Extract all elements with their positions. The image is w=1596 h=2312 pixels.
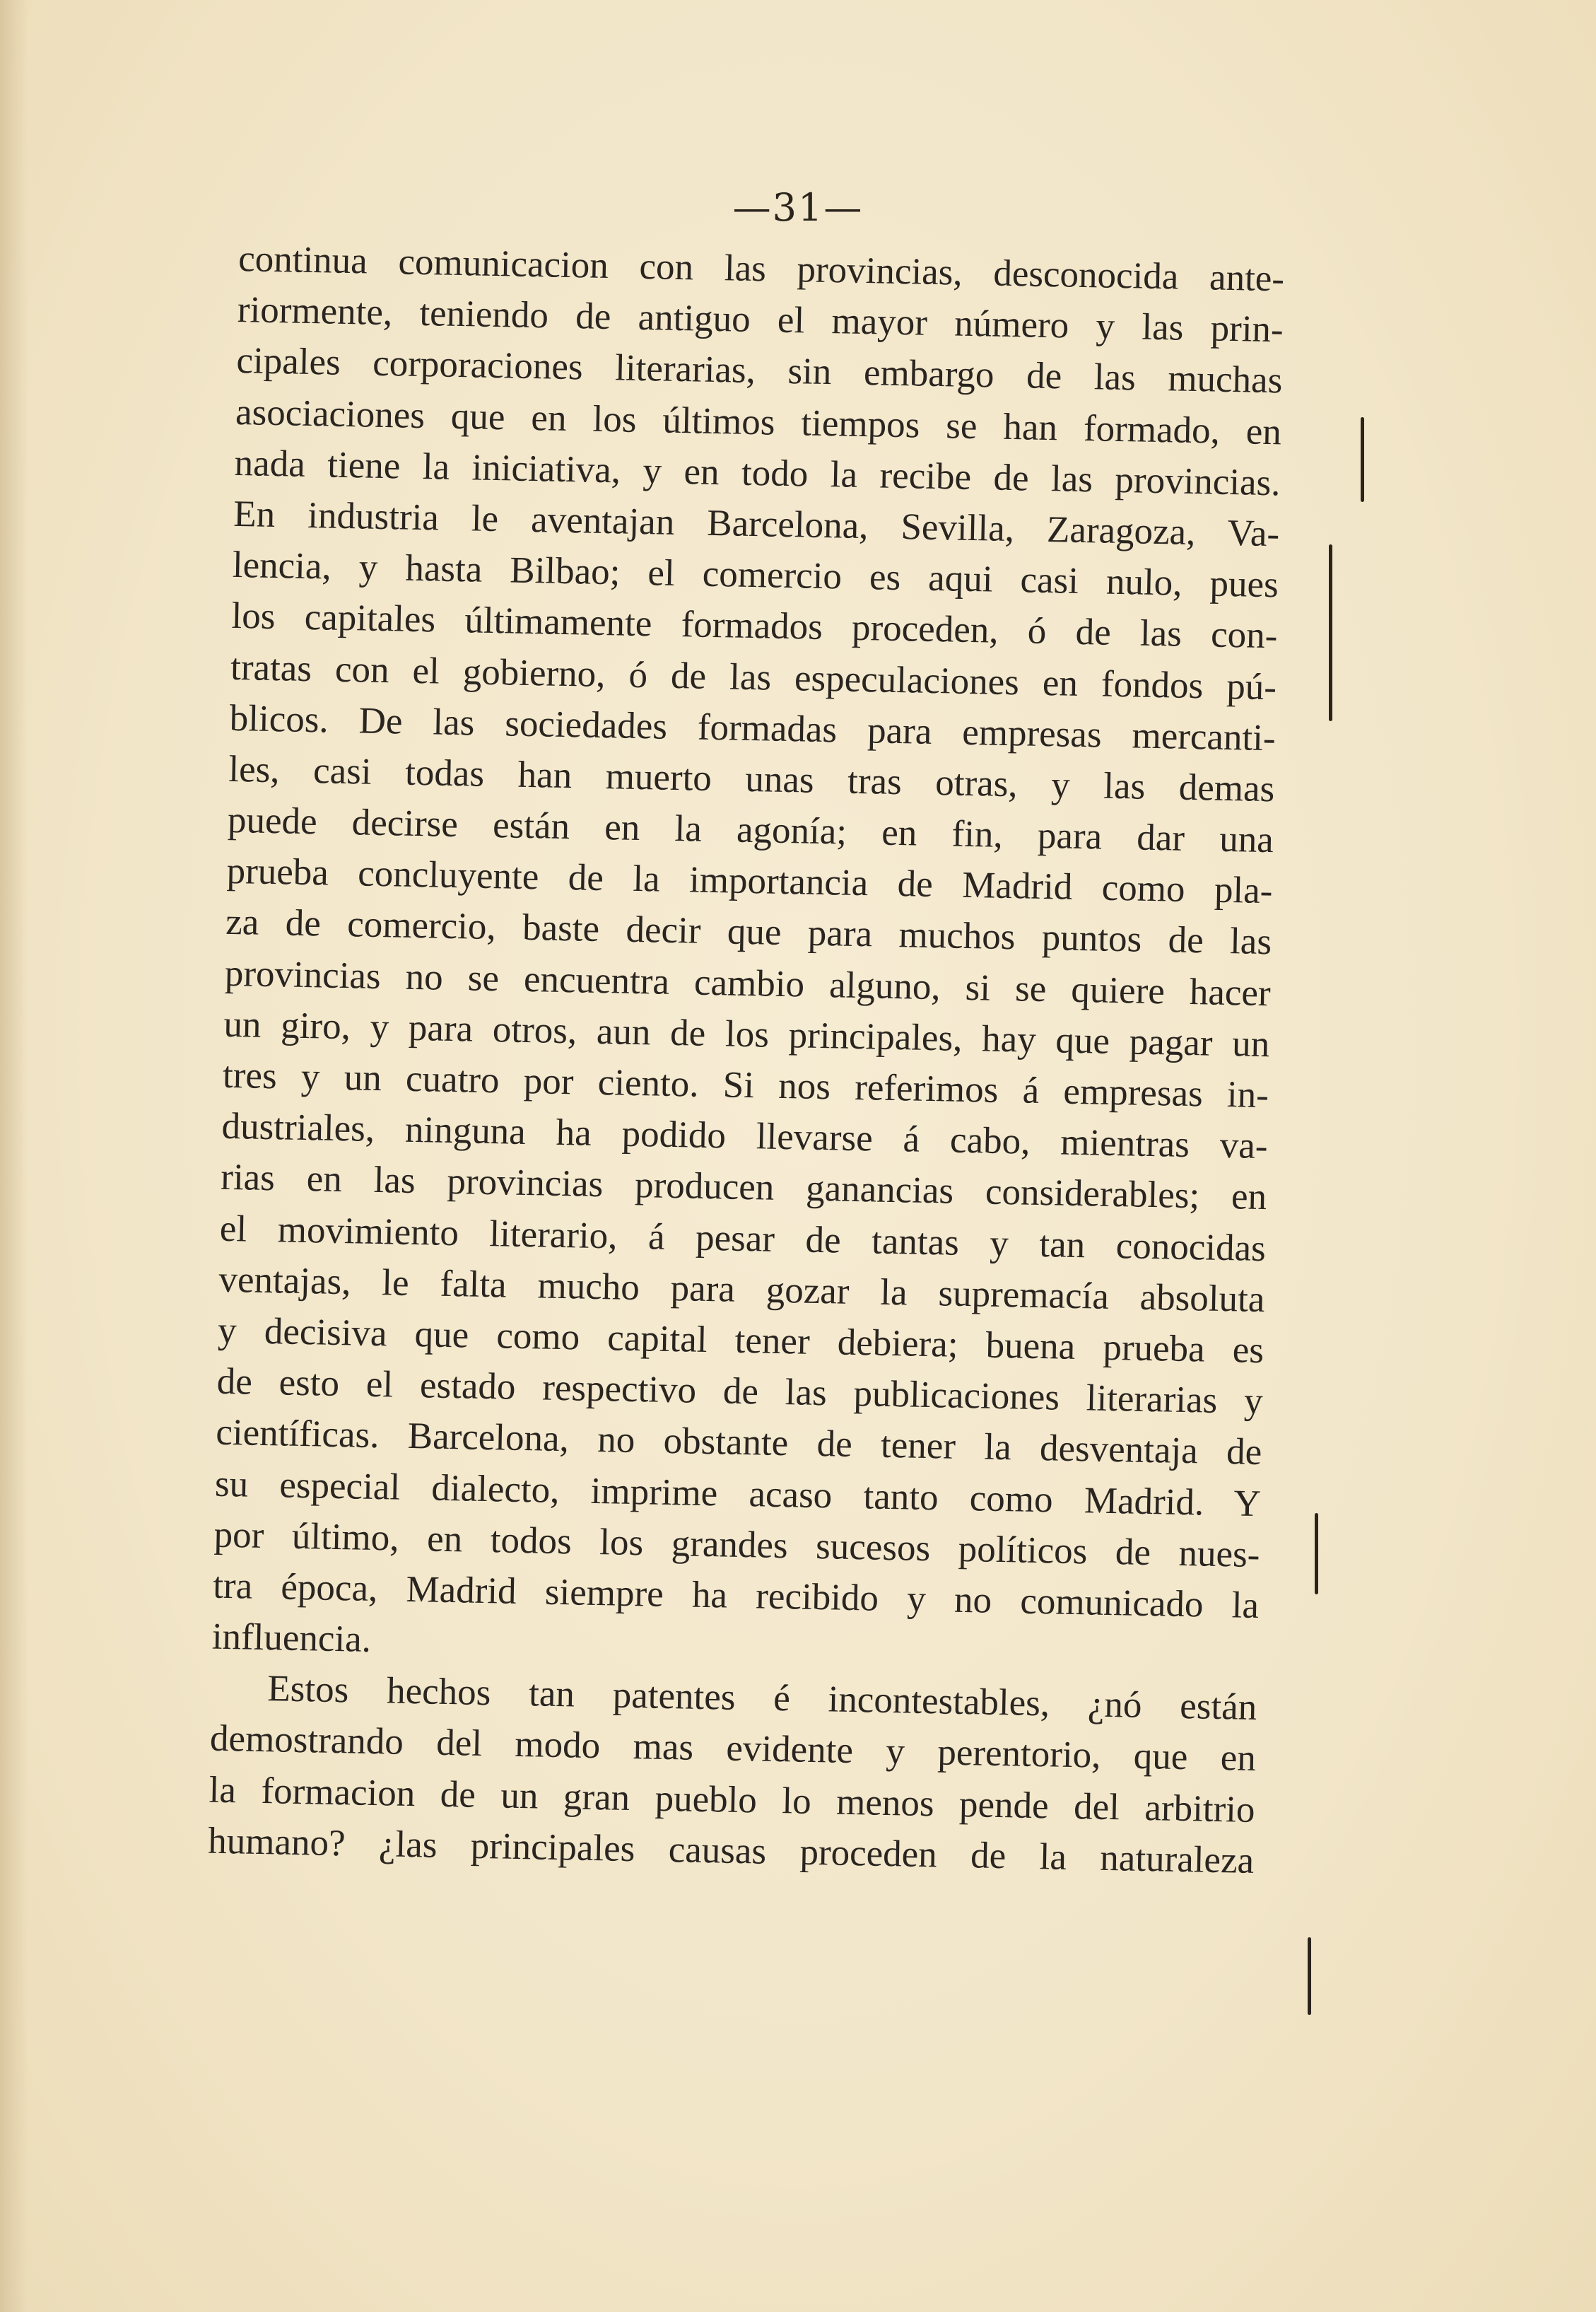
text-line: blicos. De las sociedades formadas para empresas mercanti- [229,697,1277,759]
text-line: ventajas, le falta mucho para gozar la supremacía absoluta [218,1259,1265,1320]
text-line: de esto el estado respectivo de las publicaciones literarias y [216,1360,1264,1423]
text-line: nada tiene la iniciativa, y en todo la recibe de las provincias. [234,442,1281,504]
text-line: dustriales, ninguna ha podido llevarse á cabo, mientras va- [221,1105,1269,1167]
page-number: —31— [732,185,864,230]
body-text [208,233,1285,1886]
text-line: cipales corporaciones literarias, sin embargo de las muchas [235,340,1283,402]
page-edge-shadow [0,0,28,2312]
margin-bracket [1308,1937,1311,2015]
margin-bracket [1329,544,1332,721]
margin-bracket [1315,1513,1318,1594]
text-line: influencia. [211,1616,372,1661]
text-line: un giro, y para otros, aun de los principales, hay que pagar un [223,1003,1270,1065]
text-line: En industria le aventajan Barcelona, Sevilla, Zaragoza, Va- [233,493,1280,555]
text-line: les, casi todas han muerto unas tras otras, y las demas [228,748,1275,810]
text-line: tres y un cuatro por ciento. Si nos referimos á empresas in- [222,1054,1269,1116]
text-line: su especial dialecto, imprime acaso tanto como Madrid. Y [214,1463,1262,1524]
text-line: por último, en todos los grandes sucesos políticos de nues- [213,1514,1260,1575]
text-line: provincias no se encuentra cambio alguno, si se quiere hacer [224,952,1272,1014]
text-line: demostrando del modo mas evidente y perentorio, que en [209,1718,1257,1780]
text-line: tratas con el gobierno, ó de las especulaciones en fondos pú- [230,646,1277,708]
text-line: Estos hechos tan patentes é incontestables, ¿nó están [266,1668,1257,1729]
text-line: el movimiento literario, á pesar de tantas y tan conocidas [219,1208,1267,1269]
text-line: la formacion de un gran pueblo lo menos pende del arbitrio [209,1769,1256,1831]
text-line: lencia, y hasta Bilbao; el comercio es aqui casi nulo, pues [232,544,1279,606]
text-line: científicas. Barcelona, no obstante de tener la desventaja de [215,1412,1262,1473]
text-line: los capitales últimamente formados proceden, ó de las con- [231,595,1278,657]
text-line: rias en las provincias producen ganancias considerables; en [220,1157,1267,1218]
text-line: prueba concluyente de la importancia de Madrid como pla- [226,851,1273,912]
text-line: riormente, teniendo de antiguo el mayor número y las prin- [237,289,1284,351]
text-line: continua comunicacion con las provincias, desconocida ante- [237,238,1285,300]
text-line: za de comercio, baste decir que para muchos puntos de las [225,901,1272,963]
text-line: humano? ¿las principales causas proceden de la naturaleza [207,1820,1255,1881]
text-line: tra época, Madrid siempre ha recibido y no comunicado la [212,1565,1260,1626]
text-line: puede decirse están en la agonía; en fin, para dar una [227,799,1274,861]
text-line: y decisiva que como capital tener debiera; buena prueba es [217,1309,1265,1372]
text-line: asociaciones que en los últimos tiempos se han formado, en [235,391,1282,453]
margin-bracket [1361,417,1364,502]
